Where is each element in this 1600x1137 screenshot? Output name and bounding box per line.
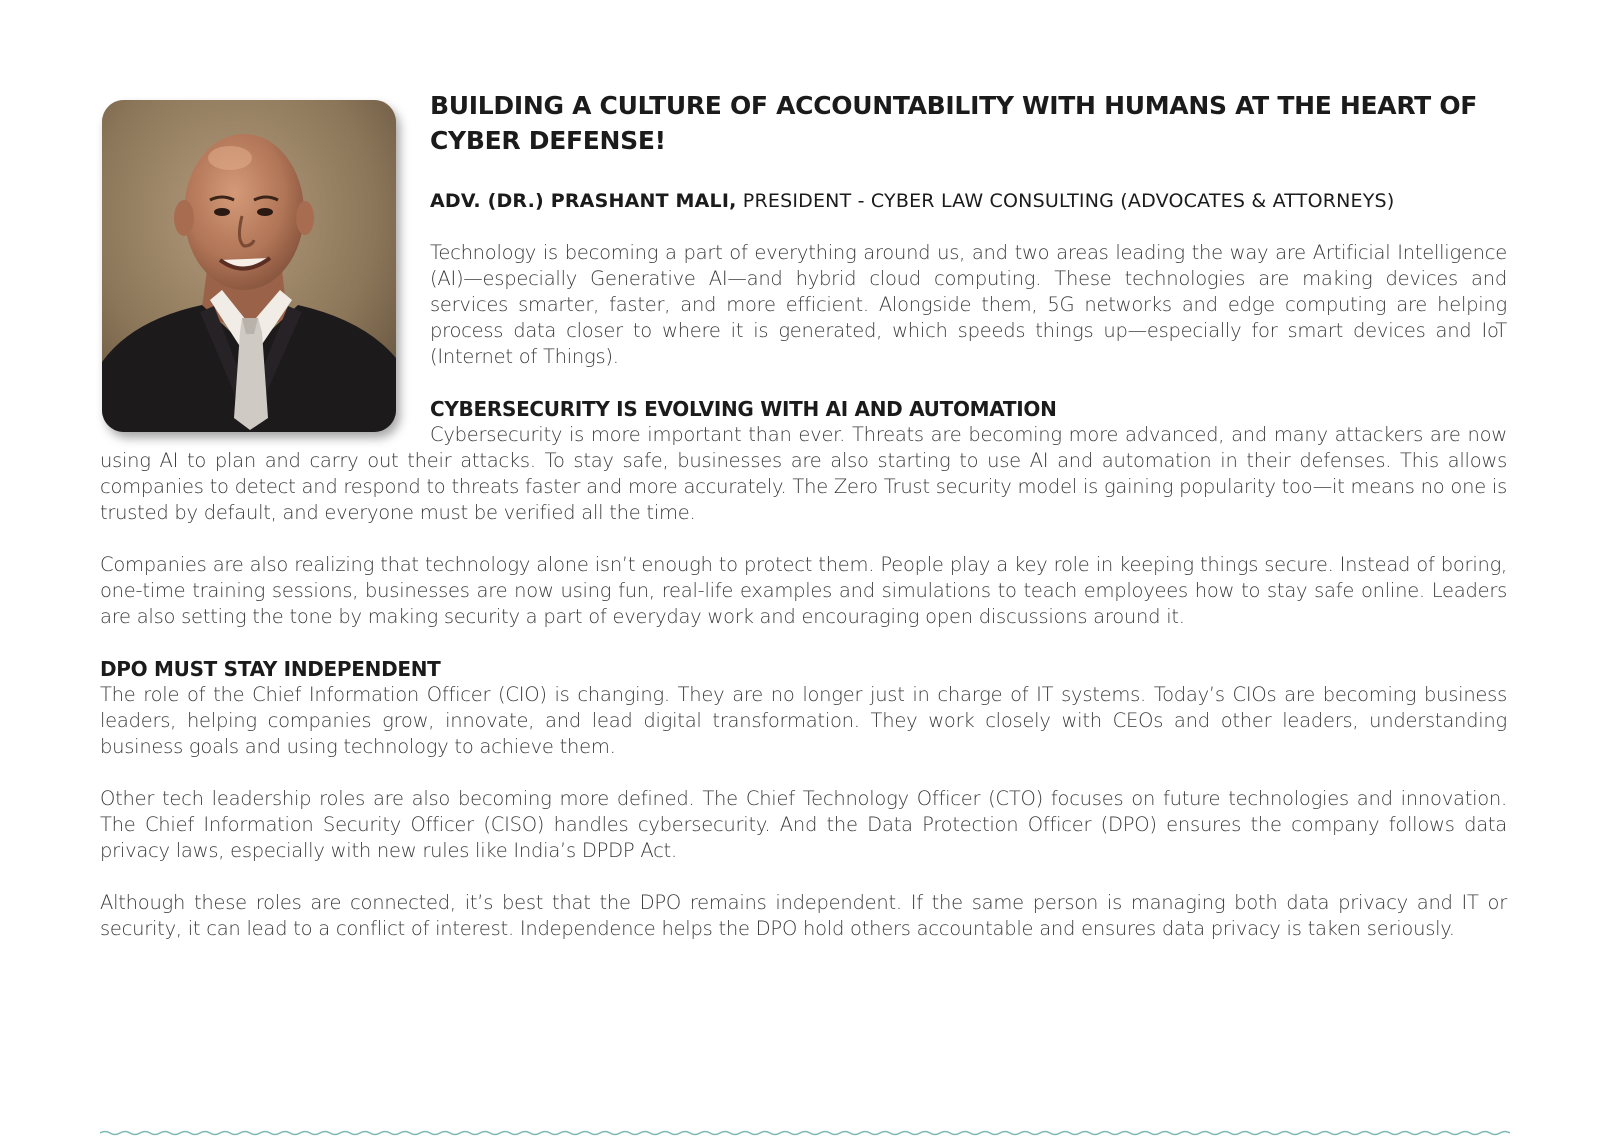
- intro-paragraph: Technology is becoming a part of everything around us, and two areas leading the way are Artificial Intelligence (AI)—especially Generative AI—and hybrid cloud computing. These technologies are making devices and services smarter, faster, and more efficient. Alongside them, 5G networks and edge computing are helping process data closer to where it is generated, which speeds things up—especially for smart devices and IoT (Internet of Things).: [430, 241, 1507, 368]
- paragraph-cio: The role of the Chief Information Officer (CIO) is changing. They are no longer just in charge of IT systems. Today’s CIOs are becoming business leaders, helping companies grow, innovate, and lead digital transformation. They work closely with CEOs and other leaders, understanding business goals and using technology to achieve them.: [100, 683, 1507, 758]
- section-heading-dpo: DPO MUST STAY INDEPENDENT: [100, 657, 441, 681]
- paragraph-roles: Other tech leadership roles are also becoming more defined. The Chief Technology Officer (CTO) focuses on future technologies and innovation. The Chief Information Security Officer (CISO) handles cybersecurity. And the Data Protection Officer (DPO) ensures the company follows data privacy laws, especially with new rules like India’s DPDP Act.: [100, 787, 1507, 862]
- author-byline: [430, 188, 1510, 214]
- section-heading-cybersecurity: CYBERSECURITY IS EVOLVING WITH AI AND AUTOMATION: [430, 397, 1057, 421]
- author-role: PRESIDENT - CYBER LAW CONSULTING (ADVOCATES & ATTORNEYS): [736, 190, 1395, 212]
- paragraph-cybersecurity: Cybersecurity is more important than ever. Threats are becoming more advanced, and many attackers are now using AI to plan and carry out their attacks. To stay safe, businesses are also starting to use AI and automation in their defenses. This allows companies to detect and respond to threats faster and more accurately. The Zero Trust security model is gaining popularity too—it means no one is trusted by default, and everyone must be verified all the time.: [100, 423, 1507, 524]
- paragraph-dpo-independence: Although these roles are connected, it’s best that the DPO remains independent. If the same person is managing both data privacy and IT or security, it can lead to a conflict of interest. Independence helps the DPO hold others accountable and ensures data privacy is taken seriously.: [100, 891, 1507, 940]
- footer-wave-divider: [100, 1130, 1510, 1136]
- paragraph-people: Companies are also realizing that technology alone isn’t enough to protect them. People play a key role in keeping things secure. Instead of boring, one-time training sessions, businesses are now using fun, real-life examples and simulations to teach employees how to stay safe online. Leaders are also setting the tone by making security a part of everyday work and encouraging open discussions around it.: [100, 553, 1507, 628]
- author-name: ADV. (DR.) PRASHANT MALI,: [430, 190, 737, 212]
- author-photo: [102, 100, 396, 432]
- article-title: BUILDING A CULTURE OF ACCOUNTABILITY WITH HUMANS AT THE HEART OF CYBER DEFENSE!: [430, 91, 1478, 155]
